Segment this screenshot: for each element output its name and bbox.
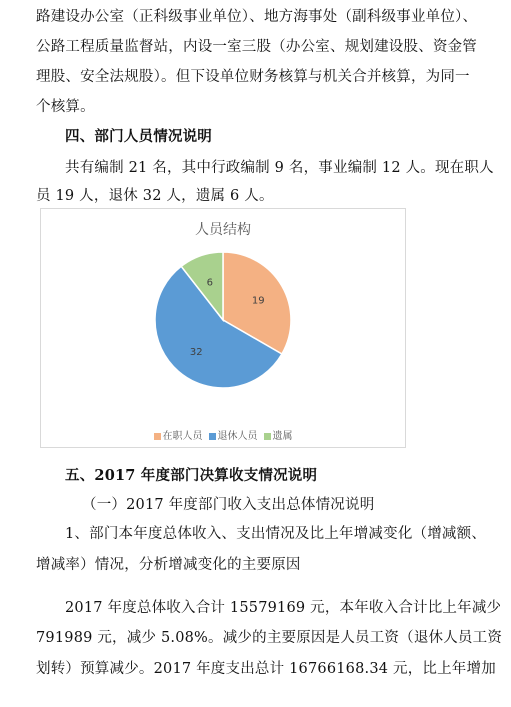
- pie-chart-svg: [41, 209, 407, 449]
- legend-item: [154, 427, 203, 442]
- section-heading: 四、部门人员情况说明: [65, 128, 212, 145]
- legend-swatch: [209, 433, 216, 440]
- section-heading: 五、2017 年度部门决算收支情况说明: [65, 467, 318, 484]
- legend-label: 在职人员: [162, 431, 203, 442]
- pie-chart: [40, 208, 406, 448]
- paragraph-line: 员 19 人，退休 32 人，遗属 6 人。: [36, 188, 274, 204]
- paragraph-line: 增减率）情况，分析增减变化的主要原因: [36, 557, 301, 573]
- paragraph-line: 公路工程质量监督站，内设一室三股（办公室、规划建设股、资金管: [36, 39, 477, 55]
- legend-item: [264, 427, 293, 442]
- chart-title: 人员结构: [195, 222, 251, 238]
- legend-swatch: [154, 433, 161, 440]
- paragraph-line: 路建设办公室（正科级事业单位）、地方海事处（副科级事业单位）、: [36, 9, 478, 25]
- paragraph-line: 791989 元，减少 5.08%。减少的主要原因是人员工资（退休人员工资: [36, 630, 503, 646]
- paragraph-line: 1、部门本年度总体收入、支出情况及比上年增减变化（增减额、: [65, 526, 487, 542]
- chart-legend: [41, 427, 405, 442]
- legend-item: [209, 427, 258, 442]
- pie-data-label: 6: [206, 277, 213, 289]
- paragraph-line: 个核算。: [36, 99, 95, 115]
- paragraph-line: 共有编制 21 名，其中行政编制 9 名，事业编制 12 人。现在职人: [65, 160, 494, 176]
- paragraph-line: 2017 年度总体收入合计 15579169 元，本年收入合计比上年减少: [65, 600, 502, 616]
- legend-swatch: [264, 433, 271, 440]
- paragraph-line: 理股、安全法规股）。但下设单位财务核算与机关合并核算，为同一: [36, 69, 470, 85]
- paragraph-line: 划转）预算减少。2017 年度支出总计 16766168.34 元，比上年增加: [36, 661, 496, 677]
- pie-data-label: 32: [189, 346, 203, 358]
- subsection-heading: （一）2017 年度部门收入支出总体情况说明: [82, 497, 375, 513]
- legend-label: 遗属: [272, 431, 293, 442]
- legend-label: 退休人员: [217, 431, 258, 442]
- pie-data-label: 19: [251, 295, 265, 307]
